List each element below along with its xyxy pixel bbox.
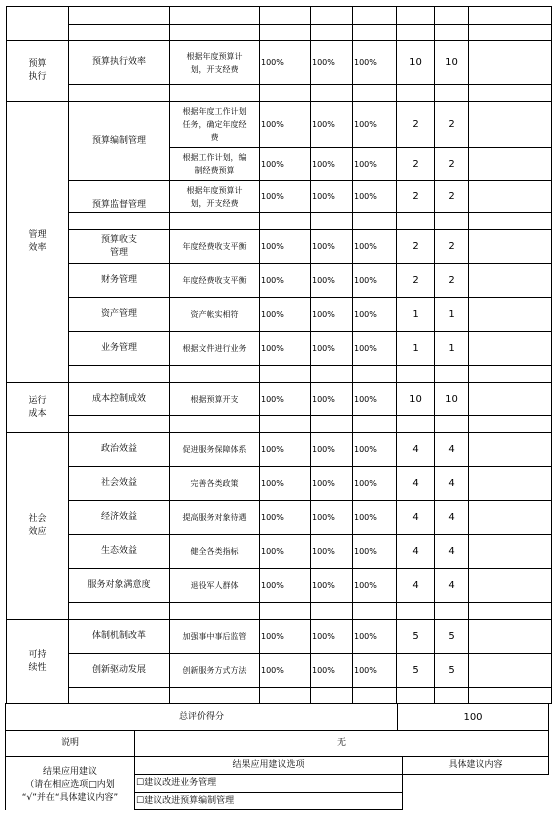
score-value: 2 (448, 275, 455, 286)
weight-value: 1 (412, 309, 419, 320)
completion-rate: 100% (354, 394, 377, 404)
actual-value: 100% (312, 120, 335, 129)
actual-value: 100% (312, 632, 335, 641)
result-application-label: 结果应用建议 （请在相应选项□内划 “√”并在“具体建议内容” (21, 767, 119, 803)
target-description: 健全各类指标 (190, 547, 239, 556)
weight-value: 4 (412, 546, 419, 557)
score-value: 1 (448, 343, 455, 354)
grid-line (68, 365, 170, 366)
grid-line (169, 415, 552, 416)
completion-rate: 100% (354, 547, 377, 556)
grid-line (551, 6, 552, 704)
indicator-cell: 业务管理 (100, 343, 137, 353)
target-value: 100% (261, 666, 284, 675)
grid-line (169, 84, 552, 85)
target-value: 100% (261, 632, 284, 641)
indicator-cell: 体制机制改革 (91, 631, 146, 641)
completion-rate: 100% (354, 666, 377, 675)
weight-value: 2 (412, 191, 419, 202)
indicator-cell: 创新驱动发展 (91, 665, 146, 675)
grid-line (68, 84, 170, 85)
completion-rate: 100% (354, 632, 377, 641)
target-description: 促进服务保障体系 (182, 445, 247, 454)
target-description: 提高服务对象待遇 (182, 513, 247, 522)
target-value: 100% (261, 192, 284, 201)
weight-value: 4 (412, 444, 419, 455)
indicator-cell: 政治效益 (100, 444, 137, 454)
grid-line (169, 602, 552, 603)
weight-value: 2 (412, 119, 419, 130)
total-score-label: 总评价得分 (178, 711, 224, 722)
target-description: 年度经费收支平衡 (182, 276, 247, 285)
score-value: 10 (445, 57, 458, 68)
completion-rate: 100% (354, 344, 377, 353)
score-value: 2 (448, 119, 455, 130)
category-cell: 社会 效应 (28, 514, 47, 537)
actual-value: 100% (312, 547, 335, 556)
weight-value: 2 (412, 158, 419, 170)
score-value: 2 (448, 158, 455, 170)
actual-value: 100% (312, 581, 335, 590)
weight-value: 10 (409, 393, 422, 405)
target-description: 根据年度工作计划 任务，确定年度经 费 (182, 107, 247, 142)
note-value: 无 (336, 738, 346, 748)
indicator-cell: 预算监督管理 (91, 199, 146, 210)
score-value: 4 (448, 478, 455, 489)
category-cell: 预算 执行 (28, 59, 47, 82)
grid-line (468, 6, 469, 704)
actual-value: 100% (312, 310, 335, 319)
score-value: 4 (448, 580, 455, 591)
target-description: 根据年度预算计 划，开支经费 (186, 51, 243, 74)
indicator-cell: 预算收支 管理 (100, 234, 137, 258)
indicator-cell: 服务对象满意度 (87, 580, 151, 590)
target-value: 100% (261, 344, 284, 353)
score-value: 4 (448, 444, 455, 455)
actual-value: 100% (312, 666, 335, 675)
actual-value: 100% (312, 344, 335, 353)
actual-value: 100% (312, 513, 335, 522)
indicator-cell: 资产管理 (100, 309, 137, 319)
score-value: 2 (448, 241, 455, 252)
grid-line (548, 703, 549, 775)
target-description: 根据年度预算计 划，开支经费 (186, 185, 243, 208)
actual-value: 100% (312, 445, 335, 454)
target-value: 100% (261, 310, 284, 319)
weight-value: 4 (412, 580, 419, 591)
score-value: 4 (448, 546, 455, 557)
target-value: 100% (261, 513, 284, 522)
actual-value: 100% (312, 394, 335, 404)
category-cell: 管理 效率 (28, 230, 47, 253)
completion-rate: 100% (354, 242, 377, 251)
weight-value: 2 (412, 241, 419, 252)
actual-value: 100% (312, 192, 335, 201)
weight-value: 4 (412, 512, 419, 523)
score-value: 5 (448, 665, 455, 676)
weight-value: 10 (409, 57, 422, 68)
note-label: 说明 (60, 738, 79, 748)
target-description: 根据文件进行业务 (182, 344, 247, 353)
grid-line (68, 602, 170, 603)
indicator-cell: 生态效益 (100, 546, 137, 556)
score-value: 4 (448, 512, 455, 523)
completion-rate: 100% (354, 276, 377, 285)
target-value: 100% (261, 242, 284, 251)
completion-rate: 100% (354, 120, 377, 129)
weight-value: 4 (412, 478, 419, 489)
indicator-cell: 经济效益 (100, 512, 137, 522)
category-cell: 可持 续性 (28, 649, 47, 673)
completion-rate: 100% (354, 159, 377, 169)
target-value: 100% (261, 120, 284, 129)
target-value: 100% (261, 159, 284, 169)
indicator-cell: 社会效益 (100, 478, 137, 488)
total-score-value: 100 (463, 711, 483, 723)
score-value: 2 (448, 191, 455, 202)
target-value: 100% (261, 445, 284, 454)
weight-value: 1 (412, 343, 419, 354)
target-value: 100% (261, 479, 284, 488)
content-header: 具体建议内容 (448, 760, 503, 770)
score-value: 10 (445, 393, 458, 405)
option-item: ☐建议改进预算编制管理 (136, 795, 235, 806)
completion-rate: 100% (354, 58, 377, 67)
target-description: 根据工作计划，编 制经费预算 (182, 153, 247, 175)
completion-rate: 100% (354, 445, 377, 454)
indicator-cell: 成本控制成效 (91, 393, 146, 404)
target-value: 100% (261, 547, 284, 556)
indicator-cell: 财务管理 (100, 275, 137, 285)
grid-line (169, 212, 552, 213)
target-description: 年度经费收支平衡 (182, 242, 247, 251)
completion-rate: 100% (354, 581, 377, 590)
grid-line (68, 415, 170, 416)
target-description: 资产帐实相符 (190, 310, 239, 319)
completion-rate: 100% (354, 513, 377, 522)
options-header: 结果应用建议选项 (232, 760, 305, 770)
grid-line (68, 687, 170, 688)
target-description: 根据预算开支 (190, 394, 239, 404)
target-value: 100% (261, 276, 284, 285)
actual-value: 100% (312, 159, 335, 169)
indicator-cell: 预算执行效率 (91, 57, 146, 67)
completion-rate: 100% (354, 192, 377, 201)
target-value: 100% (261, 394, 284, 404)
weight-value: 5 (412, 631, 419, 642)
actual-value: 100% (312, 479, 335, 488)
weight-value: 5 (412, 665, 419, 676)
score-value: 1 (448, 309, 455, 320)
grid-line (169, 365, 552, 366)
actual-value: 100% (312, 242, 335, 251)
score-value: 5 (448, 631, 455, 642)
target-description: 加强事中事后监管 (182, 632, 247, 641)
completion-rate: 100% (354, 479, 377, 488)
grid-line (169, 687, 552, 688)
completion-rate: 100% (354, 310, 377, 319)
target-value: 100% (261, 581, 284, 590)
target-description: 退役军人群体 (190, 581, 239, 590)
target-value: 100% (261, 58, 284, 67)
target-description: 创新服务方式方法 (182, 666, 247, 675)
actual-value: 100% (312, 276, 335, 285)
target-description: 完善各类政策 (190, 479, 239, 488)
option-item: ☐建议改进业务管理 (136, 778, 217, 788)
weight-value: 2 (412, 275, 419, 286)
grid-line (134, 809, 403, 810)
category-cell: 运行 成本 (28, 395, 47, 419)
indicator-cell: 预算编制管理 (91, 135, 146, 146)
actual-value: 100% (312, 58, 335, 67)
